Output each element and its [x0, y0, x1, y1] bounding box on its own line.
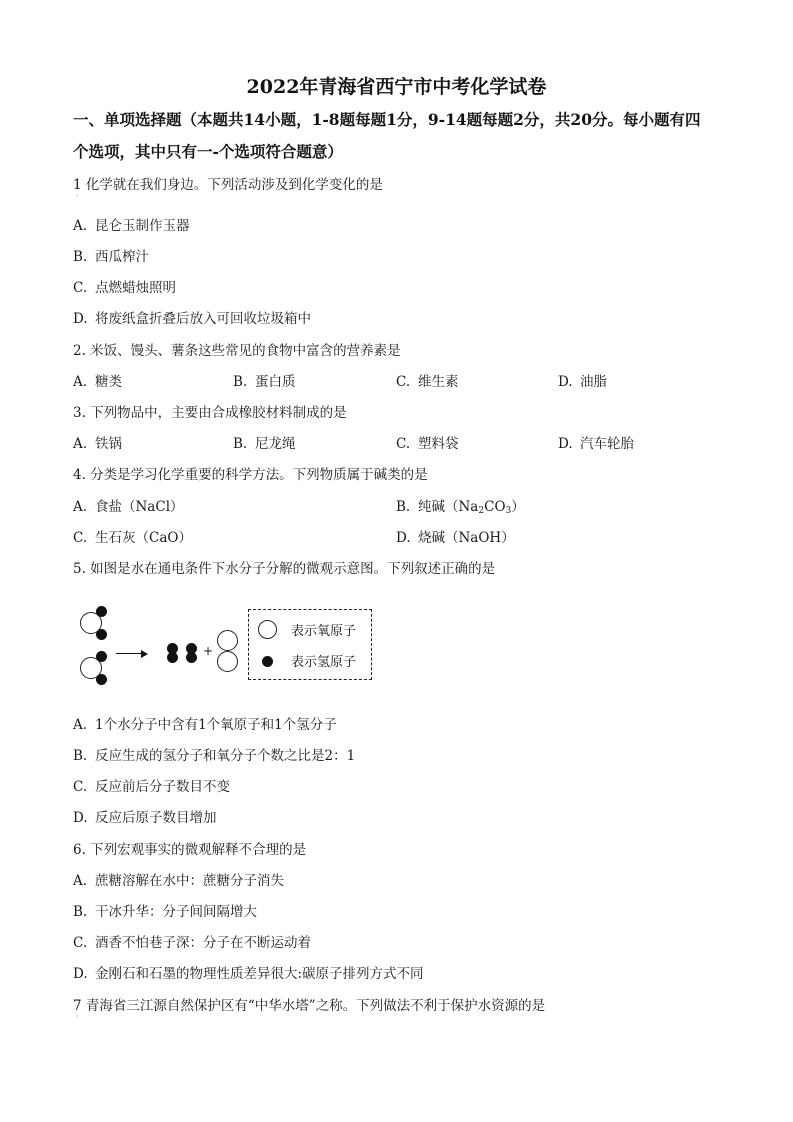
q4-option-c — [73, 526, 192, 546]
reaction-arrow-icon — [116, 653, 146, 654]
option-label: C. — [73, 779, 88, 795]
option-label: A. — [73, 374, 88, 390]
question-6-stem: 6. 下列宏观事实的微观解释不合理的是 — [73, 842, 307, 858]
water-electrolysis-diagram — [70, 600, 380, 695]
option-text-mid: CO — [484, 499, 506, 515]
plus-sign: + — [203, 644, 214, 658]
diagram-legend — [248, 609, 372, 680]
q3-option-c — [396, 432, 459, 452]
option-label: A. — [73, 218, 88, 234]
q1-option-a — [73, 214, 190, 234]
option-text-post: ） — [511, 499, 525, 515]
option-text: 烧碱（NaOH） — [418, 530, 515, 546]
q2-option-d — [558, 370, 607, 390]
option-label: B. — [73, 904, 88, 920]
q6-option-c — [73, 931, 311, 951]
option-text: 糖类 — [95, 374, 122, 390]
option-text-pre: 纯碱（Na — [418, 499, 479, 515]
question-4-stem: 4. 分类是学习化学重要的科学方法。下列物质属于碱类的是 — [73, 467, 428, 483]
option-text: 1个水分子中含有1个氧原子和1个氢分子 — [95, 717, 337, 733]
hydrogen-atom-icon — [96, 651, 107, 662]
option-text: 金刚石和石墨的物理性质差异很大:碳原子排列方式不同 — [95, 966, 424, 982]
hydrogen-atom-icon — [167, 652, 178, 663]
option-text: 将废纸盒折叠后放入可回收垃圾箱中 — [95, 311, 311, 327]
hydrogen-atom-icon — [262, 656, 273, 667]
option-label: D. — [73, 966, 88, 982]
q2-option-a — [73, 370, 122, 390]
option-label: B. — [233, 374, 248, 390]
q6-option-a — [73, 869, 284, 889]
q2-option-b — [233, 370, 296, 390]
section-heading-line-1: 一、单项选择题（本题共14小题，1-8题每题1分，9-14题每题2分，共20分。每小题有四 — [73, 110, 701, 129]
legend-hydrogen-label: 表示氢原子 — [291, 655, 357, 670]
oxygen-atom-icon — [217, 651, 238, 672]
q1-option-b — [73, 245, 149, 265]
q1-option-d — [73, 307, 311, 327]
q5-option-c — [73, 775, 230, 795]
q1-option-c — [73, 276, 176, 296]
oxygen-atom-icon — [217, 630, 238, 651]
option-label: B. — [396, 499, 411, 515]
section-heading-line-2: 个选项，其中只有一-个选项符合题意） — [73, 142, 343, 161]
option-label: C. — [396, 436, 411, 452]
option-text: 干冰升华：分子间间隔增大 — [95, 904, 257, 920]
q3-option-d — [558, 432, 634, 452]
hydrogen-atom-icon — [186, 652, 197, 663]
q5-option-a — [73, 713, 337, 733]
question-3-stem: 3. 下列物品中，主要由合成橡胶材料制成的是 — [73, 405, 347, 421]
hydrogen-atom-icon — [96, 674, 107, 685]
legend-oxygen-label: 表示氧原子 — [291, 624, 357, 639]
q6-option-b — [73, 900, 257, 920]
option-text: 维生素 — [418, 374, 459, 390]
option-label: D. — [558, 374, 573, 390]
option-label: C. — [396, 374, 411, 390]
q4-option-a — [73, 495, 184, 515]
subscript: 2 — [478, 506, 485, 516]
subscript: 3 — [505, 506, 512, 516]
stray-mark: ' — [76, 193, 79, 202]
option-text: 生石灰（CaO） — [95, 530, 192, 546]
option-label: B. — [73, 748, 88, 764]
option-text: 尼龙绳 — [255, 436, 296, 452]
option-label: A. — [73, 499, 88, 515]
option-text: 汽车轮胎 — [580, 436, 634, 452]
option-text: 油脂 — [580, 374, 607, 390]
option-label: D. — [558, 436, 573, 452]
question-7-stem: 7 青海省三江源自然保护区有“中华水塔”之称。下列做法不利于保护水资源的是 — [73, 998, 546, 1014]
option-text: 反应后原子数目增加 — [95, 810, 217, 826]
option-label: B. — [73, 249, 88, 265]
q4-option-b — [396, 495, 525, 516]
q5-option-d — [73, 806, 217, 826]
option-text: 铁锅 — [95, 436, 122, 452]
option-label: B. — [233, 436, 248, 452]
oxygen-atom-icon — [258, 620, 277, 639]
q4-option-d — [396, 526, 515, 546]
option-text: 昆仑玉制作玉器 — [95, 218, 190, 234]
hydrogen-atom-icon — [96, 606, 107, 617]
option-text: 反应生成的氢分子和氧分子个数之比是2：1 — [95, 748, 356, 764]
option-label: C. — [73, 530, 88, 546]
option-label: D. — [396, 530, 411, 546]
option-label: A. — [73, 717, 88, 733]
stray-mark: ' — [76, 1014, 79, 1023]
option-label: D. — [73, 311, 88, 327]
hydrogen-atom-icon — [96, 629, 107, 640]
option-label: D. — [73, 810, 88, 826]
option-text: 反应前后分子数目不变 — [95, 779, 230, 795]
option-text: 酒香不怕巷子深：分子在不断运动着 — [95, 935, 311, 951]
option-label: C. — [73, 280, 88, 296]
option-text: 食盐（NaCl） — [95, 499, 184, 515]
q3-option-b — [233, 432, 296, 452]
option-label: C. — [73, 935, 88, 951]
q3-option-a — [73, 432, 122, 452]
option-label: A. — [73, 436, 88, 452]
q5-option-b — [73, 744, 355, 764]
question-5-stem: 5. 如图是水在通电条件下水分子分解的微观示意图。下列叙述正确的是 — [73, 561, 496, 577]
option-label: A. — [73, 873, 88, 889]
question-1-stem: 1 化学就在我们身边。下列活动涉及到化学变化的是 — [73, 177, 383, 193]
option-text: 蛋白质 — [255, 374, 296, 390]
page-title: 2022年青海省西宁市中考化学试卷 — [246, 76, 547, 98]
q2-option-c — [396, 370, 459, 390]
option-text: 点燃蜡烛照明 — [95, 280, 176, 296]
option-text: 塑料袋 — [418, 436, 459, 452]
option-text: 西瓜榨汁 — [95, 249, 149, 265]
question-2-stem: 2. 米饭、馒头、薯条这些常见的食物中富含的营养素是 — [73, 343, 401, 359]
option-text: 蔗糖溶解在水中：蔗糖分子消失 — [95, 873, 284, 889]
q6-option-d — [73, 962, 424, 982]
